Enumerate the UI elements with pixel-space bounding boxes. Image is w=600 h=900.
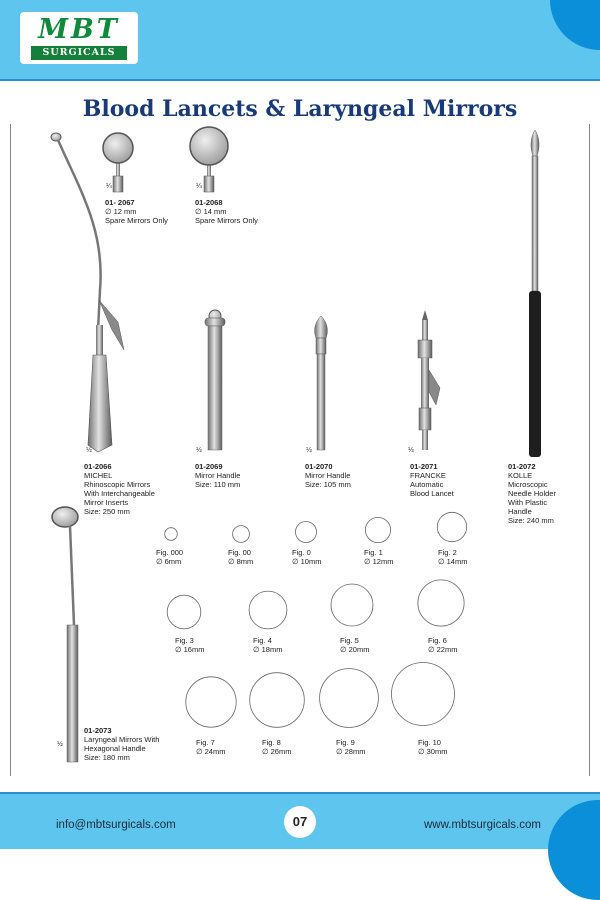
product-caption-01-2068 xyxy=(195,198,258,225)
caption-line: ∅ 12 mm xyxy=(105,207,137,216)
scale-label: ¼ xyxy=(106,183,112,190)
size-label-fig-3 xyxy=(175,636,204,654)
size-label-fig-0 xyxy=(292,548,321,566)
fig-size: ∅ 18mm xyxy=(253,645,283,654)
caption-line: Spare Mirrors Only xyxy=(195,216,258,225)
scale-label: ¼ xyxy=(196,183,202,190)
fig-size: ∅ 30mm xyxy=(418,747,448,756)
product-code: 01-2066 xyxy=(84,462,112,471)
product-caption-01-2067 xyxy=(105,198,168,225)
product-caption-01-2072 xyxy=(508,462,556,525)
mirror-size-circle xyxy=(437,512,466,541)
fig-label: Fig. 5 xyxy=(340,636,359,645)
scale-label: ½ xyxy=(57,741,63,748)
francke-blood-lancet-illustration xyxy=(418,310,440,450)
product-caption-01-2069 xyxy=(195,462,240,489)
laryngeal-mirror-illustration xyxy=(52,507,78,762)
caption-line: With Interchangeable xyxy=(84,489,155,498)
size-label-fig-2 xyxy=(438,548,467,566)
caption-line: Mirror Handle xyxy=(195,471,241,480)
size-label-fig-00 xyxy=(228,548,253,566)
fig-label: Fig. 10 xyxy=(418,738,441,747)
caption-line: MICHEL xyxy=(84,471,113,480)
fig-size: ∅ 8mm xyxy=(228,557,254,566)
mirror-size-circle xyxy=(186,677,236,727)
size-label-fig-000 xyxy=(156,548,183,566)
caption-line: FRANCKE xyxy=(410,471,446,480)
mirror-size-circle xyxy=(365,517,390,542)
product-code: 01- 2067 xyxy=(105,198,135,207)
page-title: Blood Lancets & Laryngeal Mirrors xyxy=(82,96,518,122)
caption-line: With Plastic xyxy=(508,498,548,507)
caption-line: Size: 250 mm xyxy=(84,507,130,516)
caption-line: Size: 105 mm xyxy=(305,480,351,489)
footer-divider xyxy=(0,792,600,794)
caption-line: Size: 180 mm xyxy=(84,753,130,762)
caption-line: Hexagonal Handle xyxy=(84,744,146,753)
footer-email[interactable]: info@mbtsurgicals.com xyxy=(56,819,176,831)
kolle-needle-holder-illustration xyxy=(529,130,541,457)
fig-label: Fig. 0 xyxy=(292,548,311,557)
caption-line: ∅ 14 mm xyxy=(195,207,227,216)
mirror-handle-110mm-illustration xyxy=(205,310,225,450)
fig-size: ∅ 14mm xyxy=(438,557,468,566)
caption-line: Handle xyxy=(508,507,532,516)
caption-line: Laryngeal Mirrors With xyxy=(84,735,160,744)
fig-label: Fig. 3 xyxy=(175,636,194,645)
product-code: 01-2071 xyxy=(410,462,438,471)
size-label-fig-6 xyxy=(428,636,457,654)
size-label-fig-7 xyxy=(196,738,225,756)
fig-label: Fig. 9 xyxy=(336,738,355,747)
fig-label: Fig. 7 xyxy=(196,738,215,747)
caption-line: Blood Lancet xyxy=(410,489,454,498)
product-code: 01-2068 xyxy=(195,198,223,207)
mirror-handle-105mm-illustration xyxy=(315,316,328,450)
mirror-size-circle xyxy=(418,580,464,626)
fig-label: Fig. 00 xyxy=(228,548,251,557)
fig-size: ∅ 6mm xyxy=(156,557,182,566)
size-label-fig-4 xyxy=(253,636,282,654)
product-caption-01-2073 xyxy=(84,726,159,762)
fig-size: ∅ 16mm xyxy=(175,645,205,654)
size-label-fig-9 xyxy=(336,738,365,756)
fig-size: ∅ 22mm xyxy=(428,645,458,654)
caption-line: Size: 110 mm xyxy=(195,480,241,489)
caption-line: Rhinoscopic Mirrors xyxy=(84,480,151,489)
footer-website[interactable]: www.mbtsurgicals.com xyxy=(424,819,541,831)
mirror-size-circle xyxy=(392,663,455,726)
size-label-fig-1 xyxy=(364,548,393,566)
logo-subtitle: SURGICALS xyxy=(31,46,127,60)
caption-line: Needle Holder xyxy=(508,489,556,498)
page-number: 07 xyxy=(284,806,316,838)
fig-size: ∅ 24mm xyxy=(196,747,226,756)
product-caption-01-2071 xyxy=(410,462,454,498)
product-code: 01-2072 xyxy=(508,462,536,471)
scale-label: ½ xyxy=(408,447,414,454)
caption-line: Mirror Handle xyxy=(305,471,351,480)
mirror-size-circle xyxy=(233,526,250,543)
logo-text: MBT xyxy=(38,14,120,45)
size-label-fig-5 xyxy=(340,636,369,654)
caption-line: Automatic xyxy=(410,480,444,489)
fig-label: Fig. 000 xyxy=(156,548,184,557)
size-label-fig-10 xyxy=(418,738,447,756)
fig-size: ∅ 12mm xyxy=(364,557,394,566)
fig-size: ∅ 10mm xyxy=(292,557,322,566)
caption-line: Mirror Inserts xyxy=(84,498,129,507)
mirror-size-circle xyxy=(296,522,317,543)
size-label-fig-8 xyxy=(262,738,291,756)
scale-label: ½ xyxy=(306,447,312,454)
mirror-size-circle xyxy=(331,584,373,626)
product-code: 01-2073 xyxy=(84,726,112,735)
caption-line: Microscopic xyxy=(508,480,548,489)
fig-label: Fig. 4 xyxy=(253,636,272,645)
mirror-size-circle xyxy=(320,669,379,728)
mirror-size-circle xyxy=(250,673,305,728)
product-caption-01-2070 xyxy=(305,462,351,489)
product-caption-01-2066 xyxy=(84,462,155,516)
product-code: 01-2069 xyxy=(195,462,223,471)
fig-label: Fig. 8 xyxy=(262,738,281,747)
fig-label: Fig. 6 xyxy=(428,636,447,645)
fig-label: Fig. 1 xyxy=(364,548,383,557)
mirror-size-circle xyxy=(167,595,201,629)
fig-size: ∅ 20mm xyxy=(340,645,370,654)
mirror-size-circle xyxy=(165,528,178,541)
fig-label: Fig. 2 xyxy=(438,548,457,557)
scale-label: ½ xyxy=(196,447,202,454)
fig-size: ∅ 26mm xyxy=(262,747,292,756)
fig-size: ∅ 28mm xyxy=(336,747,366,756)
caption-line: Size: 240 mm xyxy=(508,516,554,525)
mirror-size-circles xyxy=(165,512,467,727)
scale-label: ½ xyxy=(86,447,92,454)
mirror-size-circle xyxy=(249,591,287,629)
caption-line: Spare Mirrors Only xyxy=(105,216,168,225)
caption-line: KOLLE xyxy=(508,471,533,480)
product-code: 01-2070 xyxy=(305,462,333,471)
